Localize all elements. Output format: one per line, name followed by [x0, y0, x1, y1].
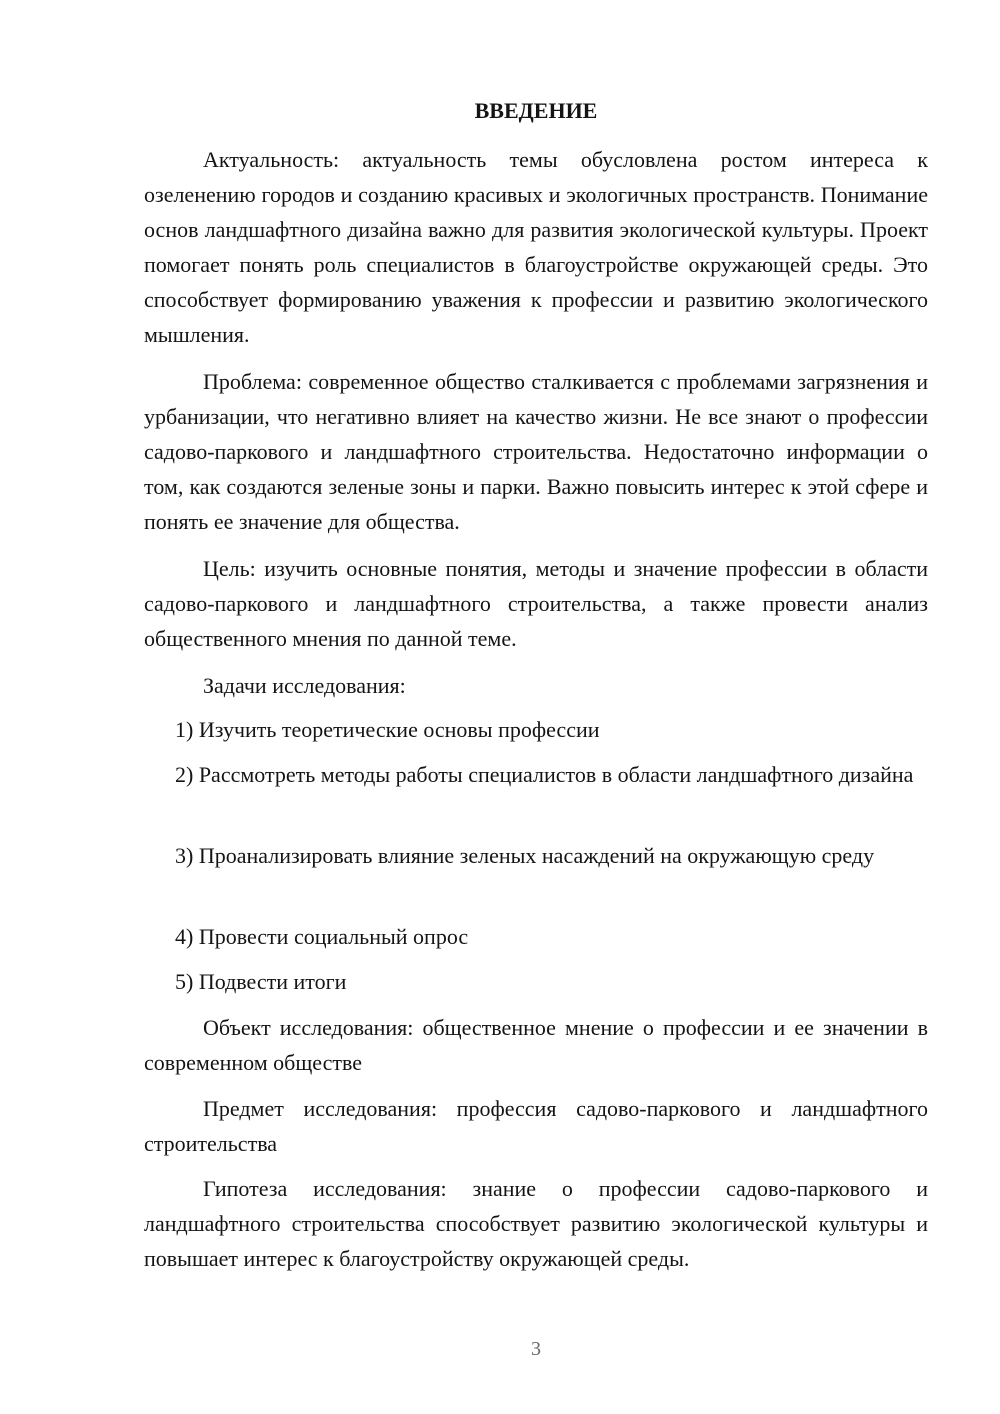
object-paragraph: Объект исследования: общественное мнение о профессии и ее значении в современном обществе — [144, 1015, 928, 1075]
section-heading: ВВЕДЕНИЕ — [474, 98, 598, 123]
page-number: 3 — [531, 1338, 541, 1360]
problem-paragraph: Проблема: современное общество сталкивается с проблемами загрязнения и урбанизации, что негативно влияет на качество жизни. Не все знают о профессии садово-паркового и ландшафтного строительства. Недостаточно информации о том, как создаются зеленые зоны и парки. Важно повысить интерес к этой сфере и понять ее значение для общества. — [144, 369, 928, 534]
task-item-3: 3) Проанализировать влияние зеленых насаждений на окружающую среду — [175, 843, 875, 868]
task-item-4: 4) Провести социальный опрос — [175, 924, 469, 949]
subject-paragraph: Предмет исследования: профессия садово-паркового и ландшафтного строительства — [144, 1096, 928, 1156]
goal-paragraph: Цель: изучить основные понятия, методы и значение профессии в области садово-паркового и ландшафтного строительства, а также провести анализ общественного мнения по данной теме. — [144, 556, 928, 651]
task-item-5: 5) Подвести итоги — [175, 969, 347, 994]
task-item-1: 1) Изучить теоретические основы профессии — [175, 717, 600, 742]
task-item-2: 2) Рассмотреть методы работы специалистов в области ландшафтного дизайна — [175, 762, 914, 787]
tasks-heading: Задачи исследования: — [203, 673, 406, 698]
relevance-paragraph: Актуальность: актуальность темы обусловлена ростом интереса к озеленению городов и созданию красивых и экологичных пространств. Понимание основ ландшафтного дизайна важно для развития экологической культуры. Проект помогает понять роль специалистов в благоустройстве окружающей среды. Это способствует формированию уважения к профессии и развитию экологического мышления. — [144, 147, 928, 347]
hypothesis-paragraph: Гипотеза исследования: знание о профессии садово-паркового и ландшафтного строительства способствует развитию экологической культуры и повышает интерес к благоустройству окружающей среды. — [144, 1176, 928, 1271]
